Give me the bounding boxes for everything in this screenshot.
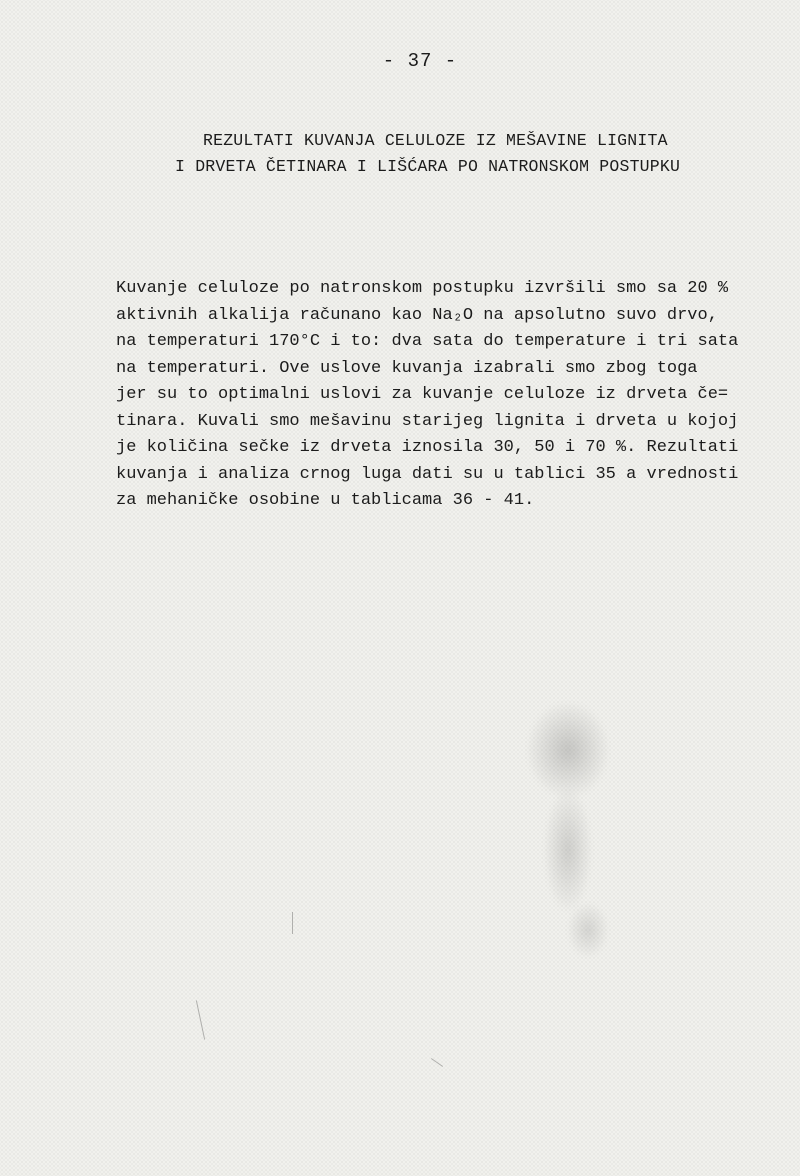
paragraph-line: na temperaturi. Ove uslove kuvanja izabrali smo zbog toga [116,358,698,378]
scan-speck [292,912,293,934]
scan-smudge [488,690,648,970]
paragraph-line: jer su to optimalni uslovi za kuvanje celuloze iz drveta če= [116,385,729,404]
paragraph-line: kuvanja i analiza crnog luga dati su u tablici 35 a vrednosti [116,464,739,484]
page-number: - 37 - [382,50,458,72]
scan-speck [196,1000,205,1039]
paragraph-line: Kuvanje celuloze po natronskom postupku izvršili smo sa 20 % [116,279,729,298]
paragraph-line: za mehaničke osobine u tablicama 36 - 41. [116,491,535,510]
heading-line-1: REZULTATI KUVANJA CELULOZE IZ MEŠAVINE LIGNITA [203,131,668,150]
paragraph-line: tinara. Kuvali smo mešavinu starijeg lignita i drveta u kojoj [116,411,739,431]
scan-speck [431,1058,443,1067]
paragraph-line: aktivnih alkalija računano kao Na₂O na apsolutno suvo drvo, [116,305,718,325]
section-heading [175,128,755,180]
body-paragraph [116,276,786,515]
heading-line-2: I DRVETA ČETINARA I LIŠĆARA PO NATRONSKOM POSTUPKU [175,157,681,176]
paragraph-line: na temperaturi 170°C i to: dva sata do temperature i tri sata [116,332,739,351]
paragraph-line: je količina sečke iz drveta iznosila 30, 50 i 70 %. Rezultati [116,438,739,457]
